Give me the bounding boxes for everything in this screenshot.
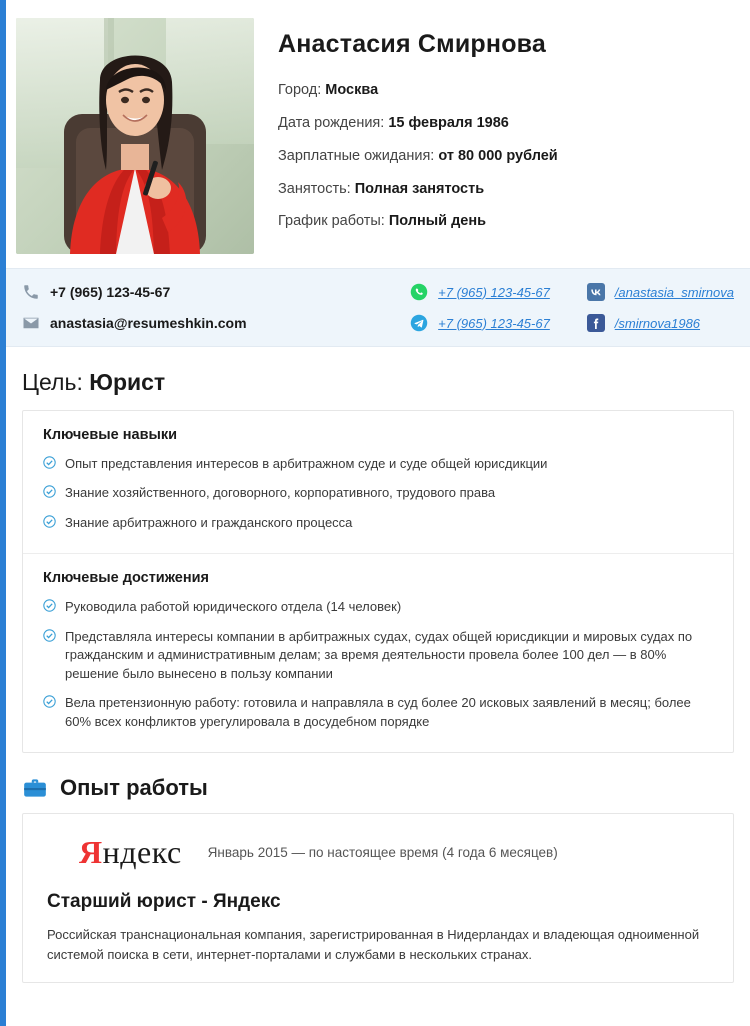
skills-achievements-card (22, 410, 734, 753)
contact-email-value: anastasia@resumeshkin.com (50, 315, 247, 331)
company-logo-rest: ндекс (102, 834, 182, 871)
achievements-block (23, 553, 733, 752)
company-logo (47, 834, 182, 871)
fact-label: Город: (278, 82, 322, 98)
check-icon (43, 629, 56, 642)
fact-value: Полный день (388, 213, 487, 230)
skills-list (43, 455, 713, 532)
fact-value: от 80 000 рублей (438, 147, 558, 164)
check-icon (43, 485, 56, 498)
vk-icon (587, 283, 605, 301)
contact-facebook-value[interactable]: /smirnova1986 (614, 315, 701, 331)
fact-label: Зарплатные ожидания: (278, 147, 435, 164)
list-item-text: Опыт представления интересов в арбитражном суде и суде общей юрисдикции (65, 456, 548, 471)
contacts-bar (0, 268, 750, 347)
company-logo-initial: Я (79, 834, 103, 871)
briefcase-icon (22, 775, 48, 801)
phone-icon (22, 283, 40, 301)
contact-telegram[interactable] (410, 314, 587, 332)
check-icon (43, 599, 56, 612)
skills-block (23, 411, 733, 553)
list-item (43, 484, 713, 502)
contacts-column-primary (22, 283, 410, 332)
list-item-text: Знание хозяйственного, договорного, корпоративного, трудового права (65, 485, 496, 501)
achievements-title: Ключевые достижения (43, 570, 209, 587)
contact-facebook[interactable] (587, 314, 734, 332)
goal-value: Юрист (89, 369, 166, 395)
list-item-text: Знание арбитражного и гражданского процесса (65, 514, 353, 530)
achievements-list (43, 598, 713, 731)
page-title: Анастасия Смирнова (278, 30, 547, 58)
fact-label: График работы: (278, 213, 385, 230)
header (0, 0, 750, 268)
experience-job-description: Российская транснациональная компания, зарегистрированная в Нидерландах и владеющая одноименной системой поиска в сети, интернет-порталами и службами в нескольких странах. (47, 927, 700, 962)
fact-city (278, 81, 734, 100)
contact-telegram-value[interactable]: +7 (965) 123-45-67 (438, 315, 550, 331)
list-item (43, 628, 713, 683)
contact-vk-value[interactable]: /anastasia_smirnova (614, 284, 734, 300)
fact-label: Дата рождения: (278, 114, 385, 131)
contact-email[interactable] (22, 314, 410, 332)
list-item (43, 598, 713, 616)
envelope-icon (22, 314, 40, 332)
check-icon (43, 456, 56, 469)
avatar-photo (16, 18, 254, 254)
list-item-text: Представляла интересы компании в арбитражных судах, судах общей юрисдикции и мировых судах по гражданским и административным делам; за время деятельности провела более 100 дел — в 80% решение было вынесено в пользу компании (65, 628, 693, 681)
experience-job-title: Старший юрист - Яндекс (47, 891, 281, 913)
list-item-text: Вела претензионную работу: готовила и направляла в суд более 20 исковых заявлений в месяц; более 60% всех конфликтов урегулировала в досудебном порядке (65, 695, 691, 729)
facebook-icon (587, 314, 605, 332)
list-item (43, 694, 713, 731)
contact-whatsapp-value[interactable]: +7 (965) 123-45-67 (438, 284, 550, 300)
list-item-text: Руководила работой юридического отдела (14 человек) (65, 599, 402, 615)
list-item (43, 455, 713, 473)
skills-title: Ключевые навыки (43, 427, 178, 443)
goal-label: Цель: (22, 369, 83, 395)
contact-vk[interactable] (587, 283, 734, 301)
fact-value: Москва (325, 82, 379, 98)
fact-value: 15 февраля 1986 (388, 114, 509, 131)
experience-job-header (47, 834, 709, 871)
experience-section-title: Опыт работы (60, 775, 208, 801)
fact-value: Полная занятость (354, 180, 485, 197)
contacts-column-social (587, 283, 734, 332)
contact-whatsapp[interactable] (410, 283, 587, 301)
contact-phone[interactable] (22, 283, 410, 301)
contact-phone-value: +7 (965) 123-45-67 (50, 284, 171, 300)
person-info (278, 18, 734, 254)
check-icon (43, 695, 56, 708)
fact-salary (278, 147, 734, 166)
whatsapp-icon (410, 283, 428, 301)
fact-employment (278, 180, 734, 199)
list-item (43, 514, 713, 532)
contacts-column-messengers (410, 283, 587, 332)
telegram-icon (410, 314, 428, 332)
fact-schedule (278, 212, 734, 231)
experience-job-card (22, 813, 734, 983)
check-icon (43, 515, 56, 528)
left-accent-bar (0, 0, 6, 1026)
fact-birthdate (278, 114, 734, 133)
fact-label: Занятость: (278, 180, 351, 197)
experience-job-dates: Январь 2015 — по настоящее время (4 года 6 месяцев) (207, 845, 558, 861)
experience-section-header (0, 753, 750, 813)
goal-line (0, 347, 750, 410)
